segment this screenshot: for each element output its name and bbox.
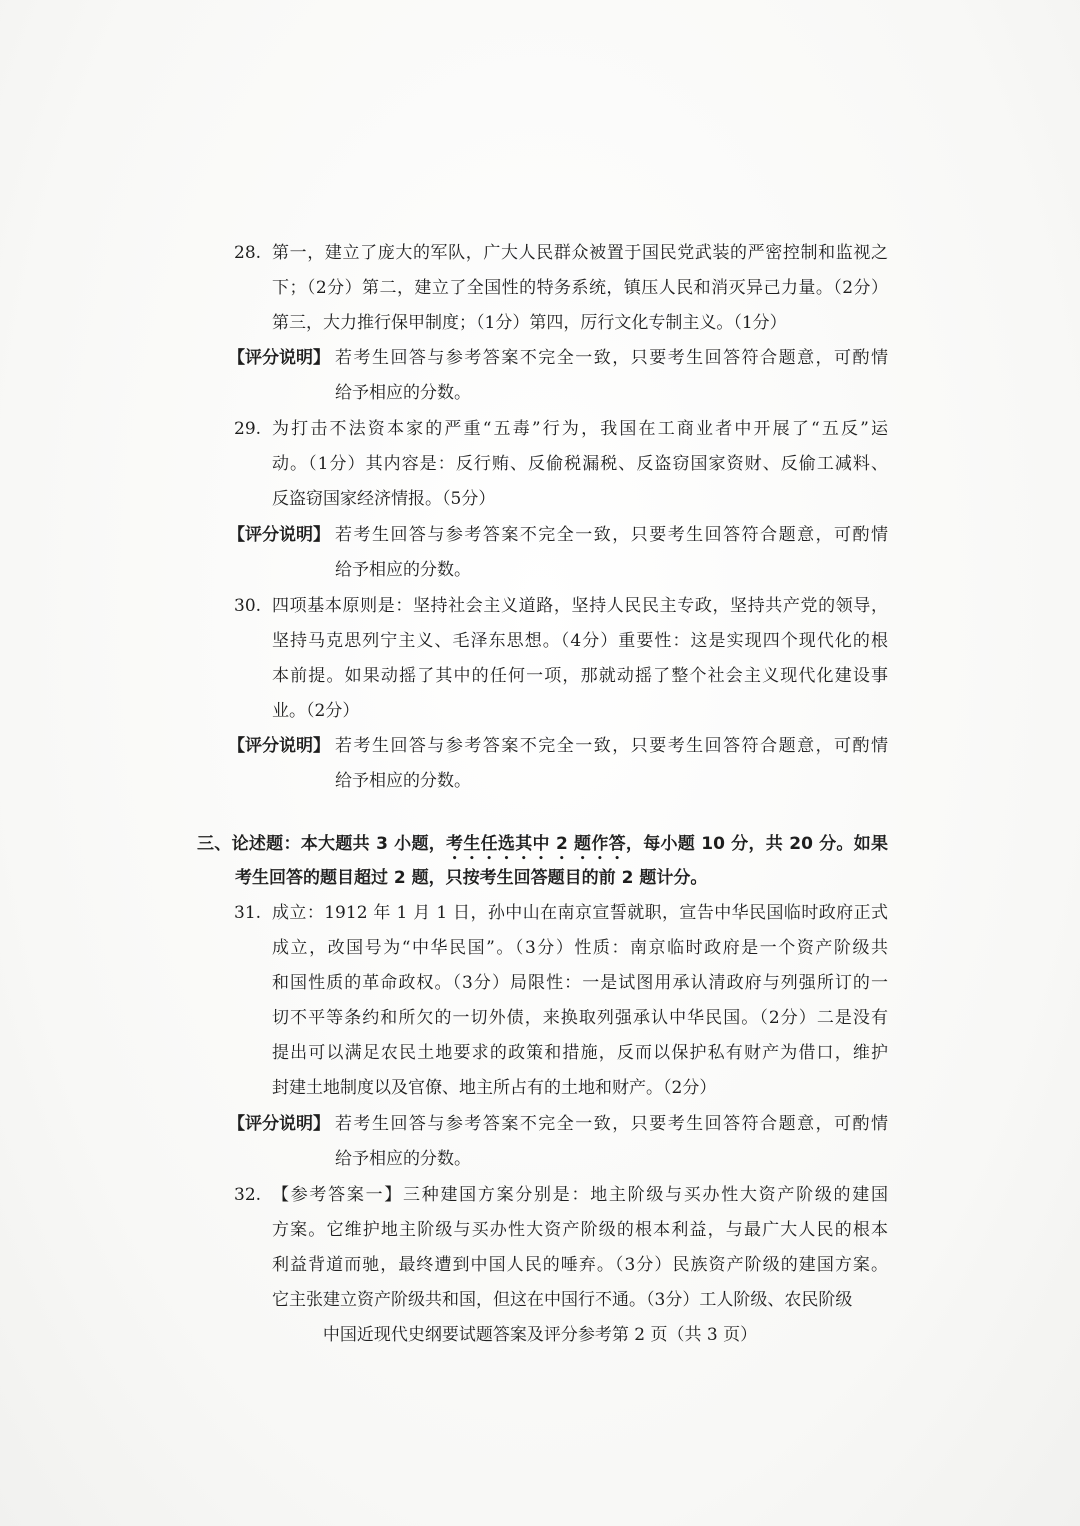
section-heading-pre: 三、论述题：本大题共 3 小题， — [197, 834, 447, 854]
scoring-note-line: 给予相应的分数。 — [335, 771, 471, 791]
question-number: 32. — [234, 1185, 262, 1205]
answer-line: 封建土地制度以及官僚、地主所占有的土地和财产。（2分） — [272, 1078, 717, 1098]
answer-line: 成立，改国号为“中华民国”。（3分）性质：南京临时政府是一个资产阶级共 — [272, 938, 888, 958]
answer-line: 切不平等条约和所欠的一切外债，来换取列强承认中华民国。（2分）二是没有 — [272, 1008, 888, 1028]
answer-line: 【参考答案一】三种建国方案分别是：地主阶级与买办性大资产阶级的建国 — [272, 1185, 888, 1205]
scoring-note-line: 给予相应的分数。 — [335, 383, 471, 403]
answer-line: 成立：1912 年 1 月 1 日，孙中山在南京宣誓就职，宣告中华民国临时政府正式 — [272, 903, 888, 923]
scoring-note-line: 给予相应的分数。 — [335, 1149, 471, 1169]
question-number: 28. — [234, 243, 262, 263]
answer-line: 第三，大力推行保甲制度；（1分）第四，厉行文化专制主义。（1分） — [272, 313, 787, 333]
section-heading-emph: 考生任选其中 2 题作答 — [446, 834, 626, 854]
answer-line: 利益背道而驰，最终遭到中国人民的唾弃。（3分）民族资产阶级的建国方案。 — [272, 1255, 888, 1275]
section-heading — [197, 833, 888, 855]
page-footer: 中国近现代史纲要试题答案及评分参考第 2 页（共 3 页） — [322, 1325, 758, 1345]
scoring-note-line: 若考生回答与参考答案不完全一致，只要考生回答符合题意，可酌情 — [335, 348, 888, 368]
question-number: 29. — [234, 419, 262, 439]
scoring-note-tag: 【评分说明】 — [228, 1114, 330, 1134]
answer-line: 提出可以满足农民土地要求的政策和措施，反而以保护私有财产为借口，维护 — [272, 1043, 888, 1063]
answer-line: 坚持马克思列宁主义、毛泽东思想。（4分）重要性：这是实现四个现代化的根 — [272, 631, 888, 651]
answer-line: 本前提。如果动摇了其中的任何一项，那就动摇了整个社会主义现代化建设事 — [272, 666, 888, 686]
answer-line: 为打击不法资本家的严重“五毒”行为，我国在工商业者中开展了“五反”运 — [272, 419, 888, 439]
answer-line: 下；（2分）第二，建立了全国性的特务系统，镇压人民和消灭异己力量。（2分） — [272, 278, 888, 298]
scoring-note-line: 若考生回答与参考答案不完全一致，只要考生回答符合题意，可酌情 — [335, 736, 888, 756]
scoring-note-tag: 【评分说明】 — [228, 525, 330, 545]
answer-line: 它主张建立资产阶级共和国，但这在中国行不通。（3分）工人阶级、农民阶级 — [272, 1290, 853, 1310]
scoring-note-tag: 【评分说明】 — [228, 348, 330, 368]
answer-line: 四项基本原则是：坚持社会主义道路，坚持人民民主专政，坚持共产党的领导， — [272, 596, 888, 616]
answer-line: 反盗窃国家经济情报。（5分） — [272, 489, 496, 509]
answer-line: 第一，建立了庞大的军队，广大人民群众被置于国民党武装的严密控制和监视之 — [272, 243, 888, 263]
scoring-note-tag: 【评分说明】 — [228, 736, 330, 756]
scoring-note-line: 若考生回答与参考答案不完全一致，只要考生回答符合题意，可酌情 — [335, 525, 888, 545]
question-number: 30. — [234, 596, 262, 616]
answer-line: 和国性质的革命政权。（3分）局限性：一是试图用承认清政府与列强所订的一 — [272, 973, 888, 993]
question-number: 31. — [234, 903, 262, 923]
scoring-note-line: 给予相应的分数。 — [335, 560, 471, 580]
answer-line: 动。（1分）其内容是：反行贿、反偷税漏税、反盗窃国家资财、反偷工减料、 — [272, 454, 888, 474]
scoring-note-line: 若考生回答与参考答案不完全一致，只要考生回答符合题意，可酌情 — [335, 1114, 888, 1134]
section-heading-line2: 考生回答的题目超过 2 题，只按考生回答题目的前 2 题计分。 — [235, 868, 708, 888]
answer-line: 业。（2分） — [272, 701, 360, 721]
section-heading-post: ，每小题 10 分，共 20 分。如果 — [625, 834, 888, 854]
answer-line: 方案。它维护地主阶级与买办性大资产阶级的根本利益，与最广大人民的根本 — [272, 1220, 888, 1240]
